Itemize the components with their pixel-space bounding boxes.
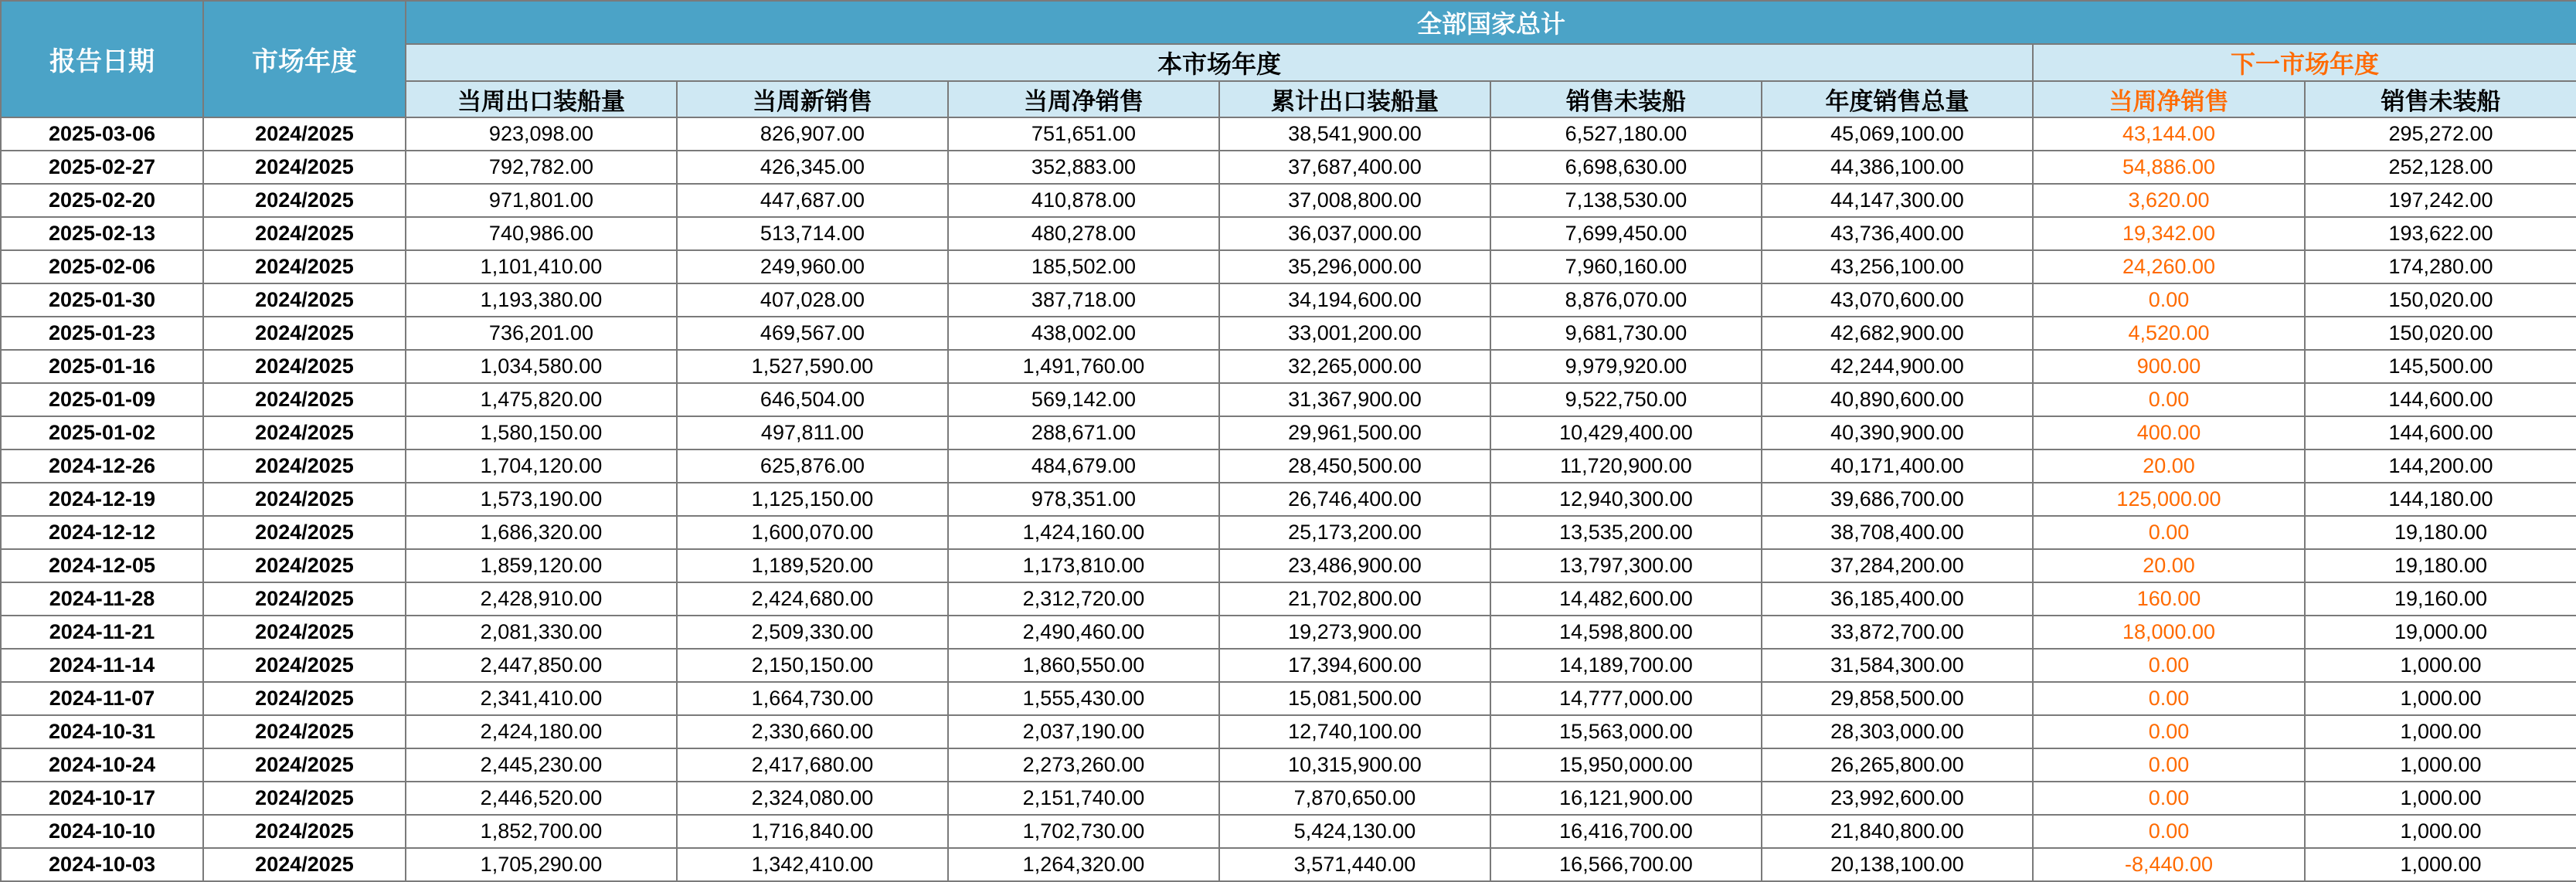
table-row: [1, 350, 2576, 383]
column-header-next-weekly-net-sales: 当周净销售: [2033, 81, 2305, 117]
cell-next-weekly-net-sales: 4,520.00: [2033, 317, 2305, 350]
cell-next-weekly-net-sales: 125,000.00: [2033, 483, 2305, 516]
cell-next-outstanding-sales: 19,160.00: [2305, 582, 2576, 616]
table-row: [1, 815, 2576, 848]
cell-weekly-new-sales: 2,150,150.00: [677, 649, 948, 682]
cell-outstanding-sales: 15,563,000.00: [1490, 715, 1762, 748]
table-row: [1, 748, 2576, 782]
cell-next-weekly-net-sales: 0.00: [2033, 682, 2305, 715]
cell-market-year: 2024/2025: [203, 516, 406, 549]
cell-weekly-net-sales: 751,651.00: [948, 117, 1219, 151]
cell-next-weekly-net-sales: 0.00: [2033, 748, 2305, 782]
cell-accumulated-exports: 3,571,440.00: [1219, 848, 1490, 881]
cell-total-commitments: 45,069,100.00: [1762, 117, 2033, 151]
cell-weekly-new-sales: 447,687.00: [677, 184, 948, 217]
cell-market-year: 2024/2025: [203, 151, 406, 184]
table-row: [1, 549, 2576, 582]
cell-next-outstanding-sales: 1,000.00: [2305, 815, 2576, 848]
cell-report-date: 2024-10-03: [1, 848, 203, 881]
cell-weekly-net-sales: 1,702,730.00: [948, 815, 1219, 848]
table-header: [1, 1, 2576, 117]
cell-weekly-net-sales: 1,860,550.00: [948, 649, 1219, 682]
table-row: [1, 383, 2576, 416]
cell-report-date: 2025-01-02: [1, 416, 203, 449]
cell-next-outstanding-sales: 144,200.00: [2305, 449, 2576, 483]
header-all-countries-total: 全部国家总计: [406, 1, 2576, 44]
cell-next-weekly-net-sales: 3,620.00: [2033, 184, 2305, 217]
cell-total-commitments: 44,147,300.00: [1762, 184, 2033, 217]
cell-weekly-new-sales: 1,125,150.00: [677, 483, 948, 516]
cell-next-outstanding-sales: 144,600.00: [2305, 383, 2576, 416]
cell-next-weekly-net-sales: 0.00: [2033, 649, 2305, 682]
cell-weekly-new-sales: 1,600,070.00: [677, 516, 948, 549]
cell-total-commitments: 26,265,800.00: [1762, 748, 2033, 782]
cell-market-year: 2024/2025: [203, 715, 406, 748]
cell-accumulated-exports: 26,746,400.00: [1219, 483, 1490, 516]
cell-market-year: 2024/2025: [203, 350, 406, 383]
cell-weekly-net-sales: 1,424,160.00: [948, 516, 1219, 549]
cell-weekly-new-sales: 426,345.00: [677, 151, 948, 184]
cell-weekly-new-sales: 1,342,410.00: [677, 848, 948, 881]
table-row: [1, 217, 2576, 250]
cell-next-outstanding-sales: 19,180.00: [2305, 516, 2576, 549]
cell-weekly-net-sales: 185,502.00: [948, 250, 1219, 283]
cell-total-commitments: 33,872,700.00: [1762, 616, 2033, 649]
cell-total-commitments: 38,708,400.00: [1762, 516, 2033, 549]
cell-accumulated-exports: 12,740,100.00: [1219, 715, 1490, 748]
cell-next-outstanding-sales: 1,000.00: [2305, 748, 2576, 782]
cell-total-commitments: 43,070,600.00: [1762, 283, 2033, 317]
cell-next-weekly-net-sales: 160.00: [2033, 582, 2305, 616]
cell-total-commitments: 40,390,900.00: [1762, 416, 2033, 449]
cell-report-date: 2024-11-07: [1, 682, 203, 715]
cell-next-weekly-net-sales: 0.00: [2033, 815, 2305, 848]
cell-report-date: 2024-10-24: [1, 748, 203, 782]
cell-outstanding-sales: 16,566,700.00: [1490, 848, 1762, 881]
cell-outstanding-sales: 14,482,600.00: [1490, 582, 1762, 616]
cell-total-commitments: 40,890,600.00: [1762, 383, 2033, 416]
cell-weekly-exports: 1,859,120.00: [406, 549, 677, 582]
cell-accumulated-exports: 23,486,900.00: [1219, 549, 1490, 582]
cell-next-weekly-net-sales: 0.00: [2033, 383, 2305, 416]
cell-total-commitments: 23,992,600.00: [1762, 782, 2033, 815]
column-header-next-outstanding-sales: 销售未装船: [2305, 81, 2576, 117]
cell-outstanding-sales: 9,979,920.00: [1490, 350, 1762, 383]
cell-weekly-exports: 2,428,910.00: [406, 582, 677, 616]
column-header-market-year: 市场年度: [203, 1, 406, 117]
cell-weekly-new-sales: 469,567.00: [677, 317, 948, 350]
cell-weekly-net-sales: 2,490,460.00: [948, 616, 1219, 649]
cell-total-commitments: 20,138,100.00: [1762, 848, 2033, 881]
cell-weekly-new-sales: 2,330,660.00: [677, 715, 948, 748]
cell-next-outstanding-sales: 1,000.00: [2305, 782, 2576, 815]
cell-report-date: 2025-02-13: [1, 217, 203, 250]
cell-market-year: 2024/2025: [203, 283, 406, 317]
cell-market-year: 2024/2025: [203, 848, 406, 881]
column-header-weekly-exports: 当周出口装船量: [406, 81, 677, 117]
cell-market-year: 2024/2025: [203, 616, 406, 649]
cell-next-outstanding-sales: 1,000.00: [2305, 649, 2576, 682]
cell-weekly-exports: 1,852,700.00: [406, 815, 677, 848]
cell-weekly-exports: 971,801.00: [406, 184, 677, 217]
cell-total-commitments: 44,386,100.00: [1762, 151, 2033, 184]
cell-total-commitments: 37,284,200.00: [1762, 549, 2033, 582]
cell-report-date: 2024-10-31: [1, 715, 203, 748]
cell-total-commitments: 31,584,300.00: [1762, 649, 2033, 682]
cell-accumulated-exports: 15,081,500.00: [1219, 682, 1490, 715]
cell-weekly-net-sales: 438,002.00: [948, 317, 1219, 350]
cell-accumulated-exports: 37,687,400.00: [1219, 151, 1490, 184]
cell-weekly-net-sales: 1,264,320.00: [948, 848, 1219, 881]
cell-weekly-exports: 792,782.00: [406, 151, 677, 184]
table-row: [1, 848, 2576, 881]
cell-next-outstanding-sales: 150,020.00: [2305, 317, 2576, 350]
cell-next-outstanding-sales: 19,000.00: [2305, 616, 2576, 649]
cell-next-outstanding-sales: 197,242.00: [2305, 184, 2576, 217]
cell-weekly-exports: 2,341,410.00: [406, 682, 677, 715]
table-row: [1, 649, 2576, 682]
cell-next-outstanding-sales: 145,500.00: [2305, 350, 2576, 383]
cell-total-commitments: 42,682,900.00: [1762, 317, 2033, 350]
cell-report-date: 2024-10-17: [1, 782, 203, 815]
cell-market-year: 2024/2025: [203, 217, 406, 250]
cell-weekly-new-sales: 1,716,840.00: [677, 815, 948, 848]
cell-weekly-net-sales: 2,151,740.00: [948, 782, 1219, 815]
cell-next-outstanding-sales: 174,280.00: [2305, 250, 2576, 283]
cell-outstanding-sales: 12,940,300.00: [1490, 483, 1762, 516]
cell-outstanding-sales: 15,950,000.00: [1490, 748, 1762, 782]
cell-outstanding-sales: 13,535,200.00: [1490, 516, 1762, 549]
cell-accumulated-exports: 7,870,650.00: [1219, 782, 1490, 815]
cell-weekly-net-sales: 352,883.00: [948, 151, 1219, 184]
table-body: [1, 117, 2576, 881]
table-row: [1, 582, 2576, 616]
cell-next-weekly-net-sales: 900.00: [2033, 350, 2305, 383]
cell-outstanding-sales: 6,698,630.00: [1490, 151, 1762, 184]
cell-accumulated-exports: 35,296,000.00: [1219, 250, 1490, 283]
cell-accumulated-exports: 25,173,200.00: [1219, 516, 1490, 549]
cell-outstanding-sales: 7,960,160.00: [1490, 250, 1762, 283]
cell-accumulated-exports: 19,273,900.00: [1219, 616, 1490, 649]
cell-next-outstanding-sales: 252,128.00: [2305, 151, 2576, 184]
cell-weekly-exports: 2,446,520.00: [406, 782, 677, 815]
table-row: [1, 151, 2576, 184]
table-row: [1, 250, 2576, 283]
cell-weekly-net-sales: 484,679.00: [948, 449, 1219, 483]
cell-outstanding-sales: 16,416,700.00: [1490, 815, 1762, 848]
cell-report-date: 2024-12-05: [1, 549, 203, 582]
cell-total-commitments: 21,840,800.00: [1762, 815, 2033, 848]
cell-weekly-exports: 2,447,850.00: [406, 649, 677, 682]
cell-next-weekly-net-sales: 20.00: [2033, 549, 2305, 582]
cell-outstanding-sales: 14,777,000.00: [1490, 682, 1762, 715]
cell-weekly-new-sales: 2,324,080.00: [677, 782, 948, 815]
cell-next-outstanding-sales: 144,600.00: [2305, 416, 2576, 449]
cell-outstanding-sales: 14,598,800.00: [1490, 616, 1762, 649]
cell-weekly-exports: 1,573,190.00: [406, 483, 677, 516]
cell-next-weekly-net-sales: 0.00: [2033, 782, 2305, 815]
cell-market-year: 2024/2025: [203, 483, 406, 516]
cell-next-weekly-net-sales: -8,440.00: [2033, 848, 2305, 881]
cell-total-commitments: 39,686,700.00: [1762, 483, 2033, 516]
cell-accumulated-exports: 37,008,800.00: [1219, 184, 1490, 217]
cell-accumulated-exports: 5,424,130.00: [1219, 815, 1490, 848]
cell-weekly-new-sales: 497,811.00: [677, 416, 948, 449]
cell-weekly-exports: 2,081,330.00: [406, 616, 677, 649]
cell-next-outstanding-sales: 1,000.00: [2305, 715, 2576, 748]
header-next-market-year: 下一市场年度: [2033, 44, 2576, 81]
cell-next-weekly-net-sales: 0.00: [2033, 283, 2305, 317]
cell-weekly-exports: 1,101,410.00: [406, 250, 677, 283]
cell-market-year: 2024/2025: [203, 549, 406, 582]
cell-next-weekly-net-sales: 400.00: [2033, 416, 2305, 449]
cell-outstanding-sales: 14,189,700.00: [1490, 649, 1762, 682]
cell-next-outstanding-sales: 144,180.00: [2305, 483, 2576, 516]
cell-weekly-new-sales: 249,960.00: [677, 250, 948, 283]
cell-outstanding-sales: 10,429,400.00: [1490, 416, 1762, 449]
cell-market-year: 2024/2025: [203, 649, 406, 682]
cell-weekly-net-sales: 569,142.00: [948, 383, 1219, 416]
cell-outstanding-sales: 16,121,900.00: [1490, 782, 1762, 815]
cell-weekly-exports: 2,424,180.00: [406, 715, 677, 748]
cell-accumulated-exports: 34,194,600.00: [1219, 283, 1490, 317]
cell-weekly-net-sales: 2,273,260.00: [948, 748, 1219, 782]
cell-next-outstanding-sales: 295,272.00: [2305, 117, 2576, 151]
cell-report-date: 2025-01-30: [1, 283, 203, 317]
cell-weekly-net-sales: 2,312,720.00: [948, 582, 1219, 616]
cell-next-outstanding-sales: 19,180.00: [2305, 549, 2576, 582]
cell-weekly-new-sales: 625,876.00: [677, 449, 948, 483]
table-row: [1, 715, 2576, 748]
cell-outstanding-sales: 6,527,180.00: [1490, 117, 1762, 151]
cell-weekly-new-sales: 2,424,680.00: [677, 582, 948, 616]
cell-weekly-exports: 740,986.00: [406, 217, 677, 250]
column-header-report-date: 报告日期: [1, 1, 203, 117]
table-row: [1, 682, 2576, 715]
cell-next-weekly-net-sales: 43,144.00: [2033, 117, 2305, 151]
cell-market-year: 2024/2025: [203, 383, 406, 416]
cell-accumulated-exports: 21,702,800.00: [1219, 582, 1490, 616]
cell-weekly-exports: 736,201.00: [406, 317, 677, 350]
cell-weekly-exports: 1,475,820.00: [406, 383, 677, 416]
cell-market-year: 2024/2025: [203, 117, 406, 151]
cell-weekly-net-sales: 288,671.00: [948, 416, 1219, 449]
cell-market-year: 2024/2025: [203, 748, 406, 782]
cell-weekly-new-sales: 2,509,330.00: [677, 616, 948, 649]
table-row: [1, 117, 2576, 151]
cell-report-date: 2025-01-09: [1, 383, 203, 416]
cell-weekly-net-sales: 1,173,810.00: [948, 549, 1219, 582]
cell-next-outstanding-sales: 1,000.00: [2305, 682, 2576, 715]
cell-report-date: 2024-11-28: [1, 582, 203, 616]
cell-total-commitments: 36,185,400.00: [1762, 582, 2033, 616]
cell-weekly-exports: 1,034,580.00: [406, 350, 677, 383]
cell-accumulated-exports: 10,315,900.00: [1219, 748, 1490, 782]
cell-weekly-exports: 1,193,380.00: [406, 283, 677, 317]
cell-report-date: 2025-01-23: [1, 317, 203, 350]
cell-accumulated-exports: 32,265,000.00: [1219, 350, 1490, 383]
cell-next-weekly-net-sales: 0.00: [2033, 516, 2305, 549]
cell-market-year: 2024/2025: [203, 449, 406, 483]
table-row: [1, 184, 2576, 217]
cell-report-date: 2025-02-20: [1, 184, 203, 217]
cell-accumulated-exports: 28,450,500.00: [1219, 449, 1490, 483]
table-row: [1, 516, 2576, 549]
table-row: [1, 449, 2576, 483]
cell-report-date: 2025-03-06: [1, 117, 203, 151]
column-header-accumulated-exports: 累计出口装船量: [1219, 81, 1490, 117]
cell-weekly-new-sales: 513,714.00: [677, 217, 948, 250]
cell-total-commitments: 43,736,400.00: [1762, 217, 2033, 250]
cell-market-year: 2024/2025: [203, 682, 406, 715]
column-header-outstanding-sales: 销售未装船: [1490, 81, 1762, 117]
cell-outstanding-sales: 7,699,450.00: [1490, 217, 1762, 250]
cell-outstanding-sales: 9,522,750.00: [1490, 383, 1762, 416]
table-row: [1, 616, 2576, 649]
cell-report-date: 2024-12-26: [1, 449, 203, 483]
table-row: [1, 317, 2576, 350]
cell-accumulated-exports: 36,037,000.00: [1219, 217, 1490, 250]
cell-market-year: 2024/2025: [203, 416, 406, 449]
cell-next-weekly-net-sales: 20.00: [2033, 449, 2305, 483]
cell-weekly-new-sales: 826,907.00: [677, 117, 948, 151]
cell-next-weekly-net-sales: 0.00: [2033, 715, 2305, 748]
cell-total-commitments: 42,244,900.00: [1762, 350, 2033, 383]
cell-total-commitments: 29,858,500.00: [1762, 682, 2033, 715]
cell-report-date: 2024-12-19: [1, 483, 203, 516]
cell-weekly-exports: 1,705,290.00: [406, 848, 677, 881]
cell-report-date: 2024-11-14: [1, 649, 203, 682]
cell-next-weekly-net-sales: 24,260.00: [2033, 250, 2305, 283]
cell-next-weekly-net-sales: 54,886.00: [2033, 151, 2305, 184]
cell-total-commitments: 28,303,000.00: [1762, 715, 2033, 748]
cell-weekly-net-sales: 480,278.00: [948, 217, 1219, 250]
cell-weekly-new-sales: 1,527,590.00: [677, 350, 948, 383]
cell-weekly-net-sales: 2,037,190.00: [948, 715, 1219, 748]
cell-market-year: 2024/2025: [203, 782, 406, 815]
cell-weekly-new-sales: 1,189,520.00: [677, 549, 948, 582]
cell-next-outstanding-sales: 150,020.00: [2305, 283, 2576, 317]
column-header-weekly-net-sales: 当周净销售: [948, 81, 1219, 117]
cell-outstanding-sales: 11,720,900.00: [1490, 449, 1762, 483]
cell-market-year: 2024/2025: [203, 250, 406, 283]
cell-weekly-new-sales: 407,028.00: [677, 283, 948, 317]
header-current-market-year: 本市场年度: [406, 44, 2033, 81]
column-header-weekly-new-sales: 当周新销售: [677, 81, 948, 117]
cell-next-outstanding-sales: 193,622.00: [2305, 217, 2576, 250]
cell-weekly-exports: 1,704,120.00: [406, 449, 677, 483]
cell-report-date: 2024-11-21: [1, 616, 203, 649]
cell-weekly-new-sales: 646,504.00: [677, 383, 948, 416]
cell-total-commitments: 40,171,400.00: [1762, 449, 2033, 483]
table-row: [1, 483, 2576, 516]
cell-market-year: 2024/2025: [203, 184, 406, 217]
cell-report-date: 2025-02-27: [1, 151, 203, 184]
cell-total-commitments: 43,256,100.00: [1762, 250, 2033, 283]
cell-accumulated-exports: 29,961,500.00: [1219, 416, 1490, 449]
cell-weekly-net-sales: 1,491,760.00: [948, 350, 1219, 383]
cell-accumulated-exports: 33,001,200.00: [1219, 317, 1490, 350]
cell-accumulated-exports: 38,541,900.00: [1219, 117, 1490, 151]
cell-outstanding-sales: 8,876,070.00: [1490, 283, 1762, 317]
cell-report-date: 2025-02-06: [1, 250, 203, 283]
cell-outstanding-sales: 9,681,730.00: [1490, 317, 1762, 350]
cell-report-date: 2025-01-16: [1, 350, 203, 383]
cell-report-date: 2024-10-10: [1, 815, 203, 848]
cell-report-date: 2024-12-12: [1, 516, 203, 549]
cell-weekly-exports: 2,445,230.00: [406, 748, 677, 782]
column-header-total-commitments: 年度销售总量: [1762, 81, 2033, 117]
cell-weekly-new-sales: 1,664,730.00: [677, 682, 948, 715]
cell-market-year: 2024/2025: [203, 317, 406, 350]
table-row: [1, 416, 2576, 449]
cell-weekly-net-sales: 387,718.00: [948, 283, 1219, 317]
cell-weekly-net-sales: 410,878.00: [948, 184, 1219, 217]
cell-next-weekly-net-sales: 18,000.00: [2033, 616, 2305, 649]
table-row: [1, 283, 2576, 317]
cell-accumulated-exports: 17,394,600.00: [1219, 649, 1490, 682]
cell-outstanding-sales: 13,797,300.00: [1490, 549, 1762, 582]
cell-weekly-exports: 1,686,320.00: [406, 516, 677, 549]
cell-weekly-net-sales: 978,351.00: [948, 483, 1219, 516]
cell-next-outstanding-sales: 1,000.00: [2305, 848, 2576, 881]
cell-market-year: 2024/2025: [203, 582, 406, 616]
cell-market-year: 2024/2025: [203, 815, 406, 848]
cell-weekly-exports: 1,580,150.00: [406, 416, 677, 449]
cell-outstanding-sales: 7,138,530.00: [1490, 184, 1762, 217]
cell-weekly-net-sales: 1,555,430.00: [948, 682, 1219, 715]
cell-next-weekly-net-sales: 19,342.00: [2033, 217, 2305, 250]
cell-accumulated-exports: 31,367,900.00: [1219, 383, 1490, 416]
cell-weekly-exports: 923,098.00: [406, 117, 677, 151]
cell-weekly-new-sales: 2,417,680.00: [677, 748, 948, 782]
table-row: [1, 782, 2576, 815]
